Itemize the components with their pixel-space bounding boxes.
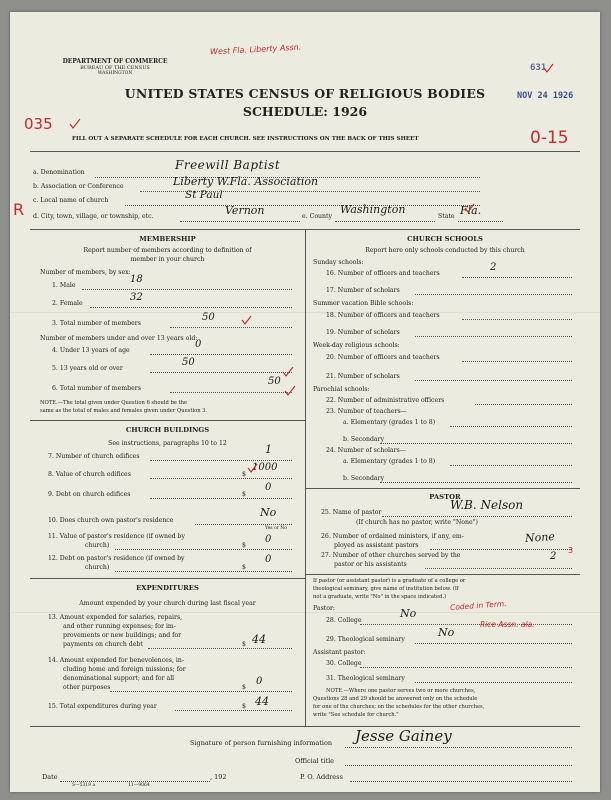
q28-red-note: Coded in Term. bbox=[449, 599, 507, 612]
q13-line-4: payments on church debt bbox=[63, 641, 143, 648]
over-13-value: 50 bbox=[182, 357, 195, 368]
q25-label: 25. Name of pastor bbox=[321, 509, 382, 516]
buildings-sub: See instructions, paragraphs 10 to 12 bbox=[108, 440, 227, 447]
yes-no-hint: Yes or No bbox=[265, 526, 287, 531]
q19-label: 19. Number of scholars bbox=[326, 329, 400, 336]
schools-sub: Report here only schools conducted by this church bbox=[365, 247, 525, 254]
q10-value: No bbox=[260, 506, 277, 519]
q13-value: 44 bbox=[252, 633, 266, 646]
membership-intro-1: Report number of members according to definition of bbox=[83, 247, 252, 254]
local-name-value: St Paul bbox=[185, 189, 223, 201]
association-value: Liberty W.Fla. Association bbox=[173, 175, 319, 188]
q11-label-1: 11. Value of pastor's residence (if owned by bbox=[48, 533, 185, 540]
total-6-value: 50 bbox=[268, 376, 281, 387]
graduate-note-1: If pastor (or assistant pastor) is a graduate of a college or bbox=[313, 578, 466, 584]
department-heading: DEPARTMENT OF COMMERCE bbox=[62, 58, 168, 65]
q26-label-2: ployed as assistant pastors bbox=[334, 542, 419, 549]
age-intro-label: Number of members under and over 13 years old: bbox=[40, 335, 198, 342]
sunday-label: Sunday schools: bbox=[313, 259, 364, 266]
q14-line-2: cluding home and foreign missions; for bbox=[63, 666, 186, 673]
q12-dollar: $ bbox=[242, 564, 246, 571]
city-value: Vernon bbox=[225, 204, 265, 217]
q21-label: 21. Number of scholars bbox=[326, 373, 400, 380]
parochial-label: Parochial schools: bbox=[313, 386, 370, 393]
q15-label: 15. Total expenditures during year bbox=[48, 703, 157, 710]
q14-line-4: other purposes bbox=[63, 684, 111, 691]
q8-dollar: $ bbox=[242, 471, 246, 478]
total-6-label: 6. Total number of members bbox=[52, 385, 141, 392]
under-13-value: 0 bbox=[195, 339, 202, 350]
stamp-number: 631 bbox=[530, 63, 547, 73]
bureau-heading: BUREAU OF THE CENSUS bbox=[80, 65, 150, 71]
q9-dollar: $ bbox=[242, 491, 246, 498]
q11-value: 0 bbox=[265, 534, 272, 545]
q14-dollar: $ bbox=[242, 684, 246, 691]
q11-label-2: church) bbox=[85, 542, 110, 549]
q25-value: W.B. Nelson bbox=[450, 498, 524, 512]
county-label: e. County bbox=[302, 213, 333, 220]
total-members-value: 50 bbox=[202, 312, 215, 323]
q9-label: 9. Debt on church edifices bbox=[48, 491, 131, 498]
q24a-label: a. Elementary (grades 1 to 8) bbox=[343, 458, 436, 465]
q12-label-1: 12. Debt on pastor's residence (if owned by bbox=[48, 555, 185, 562]
po-address-label: P. O. Address bbox=[300, 773, 343, 781]
stamp-date: NOV 24 1926 bbox=[517, 91, 574, 101]
expenditures-title: EXPENDITURES bbox=[136, 584, 199, 592]
form-title: UNITED STATES CENSUS OF RELIGIOUS BODIES bbox=[124, 86, 486, 101]
graduate-note-2: theological seminary, give name of institution below. (If bbox=[313, 586, 459, 592]
male-value: 18 bbox=[130, 274, 143, 285]
q16-value: 2 bbox=[490, 262, 497, 273]
q17-label: 17. Number of scholars bbox=[326, 287, 400, 294]
q27-value: 2 bbox=[550, 551, 557, 562]
q14-line-1: 14. Amount expended for benevolences, in- bbox=[48, 657, 184, 664]
assistant-sublabel: Assistant pastor: bbox=[313, 649, 366, 656]
membership-note-1: NOTE.—The total given under Question 6 should be the bbox=[40, 400, 188, 406]
red-r-mark: R bbox=[13, 200, 25, 219]
q28-label: 28. College bbox=[326, 617, 362, 624]
q25-hint: (If church has no pastor, write "None") bbox=[356, 519, 478, 526]
date-label: Date bbox=[42, 773, 58, 781]
q27-label-2: pastor or his assistants bbox=[334, 561, 407, 568]
graduate-note-3: not a graduate, write "No" in the space indicated.) bbox=[313, 594, 447, 600]
q14-line-3: denominational support; and for all bbox=[63, 675, 175, 682]
year-label: , 192 bbox=[210, 773, 227, 781]
q13-line-2: and other running expenses; for im- bbox=[63, 623, 176, 630]
q8-value: 1000 bbox=[252, 462, 278, 473]
q30-label: 30. College bbox=[326, 660, 362, 667]
city-heading: WASHINGTON bbox=[97, 71, 133, 76]
pastor-note-1: NOTE.—Where one pastor serves two or more churches, bbox=[326, 688, 476, 694]
membership-note-2: same as the total of males and females given under Question 3. bbox=[40, 408, 208, 414]
over-13-label: 5. 13 years old or over bbox=[52, 365, 123, 372]
weekday-label: Week-day religious schools: bbox=[313, 342, 400, 349]
q27-red-mark: 3 bbox=[568, 546, 574, 555]
red-number-left: 035 bbox=[24, 115, 53, 133]
census-schedule-sheet bbox=[10, 12, 600, 792]
q27-label-1: 27. Number of other churches served by the bbox=[321, 552, 461, 559]
q12-value: 0 bbox=[265, 554, 272, 565]
male-label: 1. Male bbox=[52, 282, 76, 289]
q7-label: 7. Number of church edifices bbox=[48, 453, 140, 460]
red-number-right: 0-15 bbox=[530, 128, 569, 148]
q15-dollar: $ bbox=[242, 703, 246, 710]
female-label: 2. Female bbox=[52, 300, 83, 307]
q29-label: 29. Theological seminary bbox=[326, 636, 405, 643]
q13-line-1: 13. Amount expended for salaries, repairs, bbox=[48, 614, 183, 621]
form-number: S—5319 a bbox=[72, 783, 96, 788]
expenditures-sub: Amount expended by your church during last fiscal year bbox=[79, 600, 256, 607]
q23b-label: b. Secondary bbox=[343, 436, 385, 443]
association-label: b. Association or Conference bbox=[33, 183, 124, 190]
pastor-note-4: write "See schedule for church." bbox=[313, 712, 399, 718]
buildings-title: CHURCH BUILDINGS bbox=[125, 426, 210, 434]
q31-label: 31. Theological seminary bbox=[326, 675, 405, 682]
q10-label: 10. Does church own pastor's residence bbox=[48, 517, 174, 524]
state-value: Fla. bbox=[460, 204, 482, 217]
q23-label: 23. Number of teachers— bbox=[326, 408, 407, 415]
female-value: 32 bbox=[130, 292, 143, 303]
q29-red-note: Rice Assn. ala. bbox=[480, 620, 535, 629]
county-value: Washington bbox=[340, 203, 406, 216]
q18-label: 18. Number of officers and teachers bbox=[326, 312, 440, 319]
form-subtitle: SCHEDULE: 1926 bbox=[242, 104, 368, 119]
q29-value: No bbox=[438, 626, 455, 639]
under-13-label: 4. Under 13 years of age bbox=[52, 347, 130, 354]
q26-value: None bbox=[524, 529, 556, 546]
membership-title: MEMBERSHIP bbox=[139, 235, 196, 243]
instruction-line: FILL OUT A SEPARATE SCHEDULE FOR EACH CHURCH. SEE INSTRUCTIONS ON THE BACK OF THIS SHEET bbox=[72, 136, 419, 142]
by-sex-label: Number of members, by sex: bbox=[40, 269, 131, 276]
pastor-title: PASTOR bbox=[429, 493, 461, 501]
city-label: d. City, town, village, or township, etc. bbox=[33, 213, 154, 220]
q20-label: 20. Number of officers and teachers bbox=[326, 354, 440, 361]
total-members-label: 3. Total number of members bbox=[52, 320, 141, 327]
pastor-note-2: Questions 28 and 29 should be answered only on the schedule bbox=[313, 696, 478, 702]
q23a-label: a. Elementary (grades 1 to 8) bbox=[343, 419, 436, 426]
q14-value: 0 bbox=[256, 676, 263, 687]
state-label: State bbox=[438, 213, 455, 220]
print-number: 11—9064 bbox=[128, 783, 150, 788]
q13-line-3: provements or new buildings; and for bbox=[63, 632, 182, 639]
schools-title: CHURCH SCHOOLS bbox=[407, 235, 483, 243]
q9-value: 0 bbox=[265, 482, 272, 493]
q28-value: No bbox=[400, 607, 417, 620]
q26-label-1: 26. Number of ordained ministers, if any, em- bbox=[321, 533, 464, 540]
q8-label: 8. Value of church edifices bbox=[48, 471, 131, 478]
red-note-top: West Fla. Liberty Assn. bbox=[209, 42, 302, 57]
denomination-label: a. Denomination bbox=[33, 169, 85, 176]
membership-intro-2: member in your church bbox=[130, 256, 205, 263]
signature-value: Jesse Gainey bbox=[355, 727, 452, 745]
q13-dollar: $ bbox=[242, 641, 246, 648]
vacation-label: Summer vacation Bible schools: bbox=[313, 300, 414, 307]
official-title-label: Official title bbox=[295, 757, 334, 765]
q11-dollar: $ bbox=[242, 542, 246, 549]
signature-label: Signature of person furnishing information bbox=[190, 739, 333, 747]
q12-label-2: church) bbox=[85, 564, 110, 571]
denomination-value: Freewill Baptist bbox=[175, 158, 281, 172]
pastor-note-3: for one of the churches; on the schedules for the other churches, bbox=[313, 704, 485, 710]
q7-value: 1 bbox=[265, 443, 272, 456]
q16-label: 16. Number of officers and teachers bbox=[326, 270, 440, 277]
q22-label: 22. Number of administrative officers bbox=[326, 397, 445, 404]
q15-value: 44 bbox=[255, 695, 269, 708]
q24-label: 24. Number of scholars— bbox=[326, 447, 406, 454]
q24b-label: b. Secondary bbox=[343, 475, 385, 482]
pastor-sublabel: Pastor: bbox=[313, 605, 336, 612]
local-name-label: c. Local name of church bbox=[33, 197, 109, 204]
